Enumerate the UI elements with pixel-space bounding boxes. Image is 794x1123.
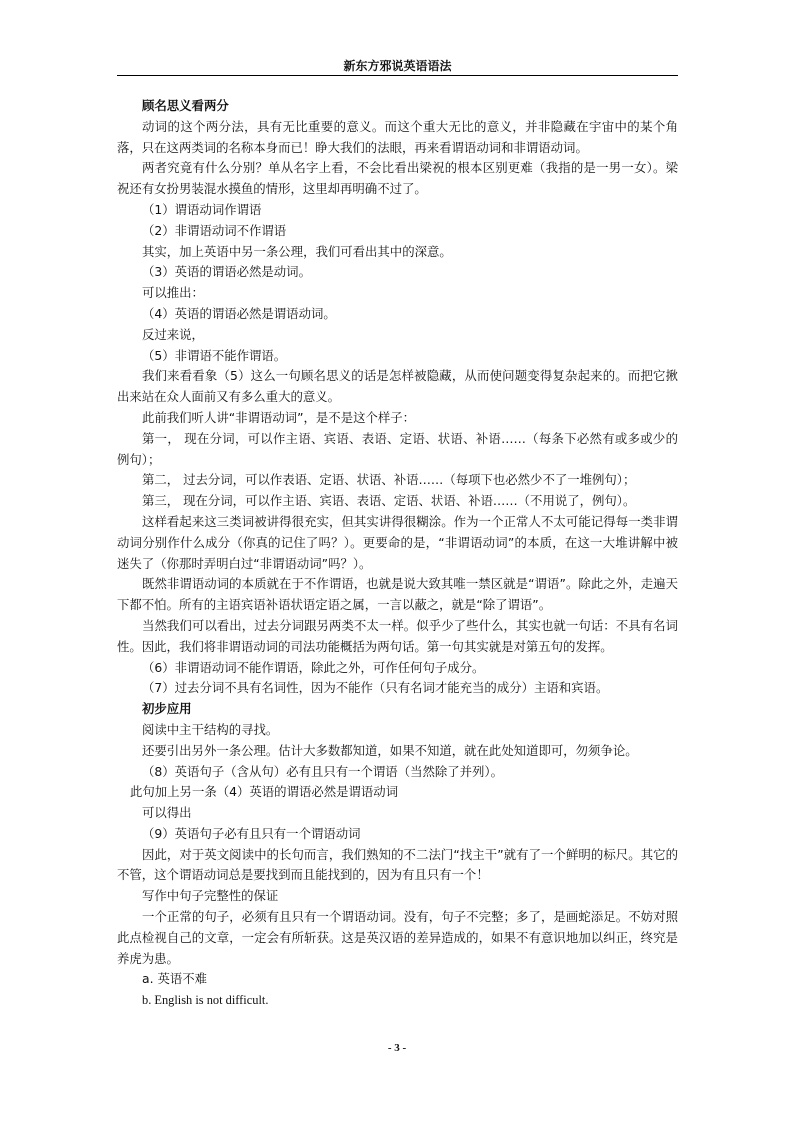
paragraph: 第三， 现在分词，可以作主语、宾语、表语、定语、状语、补语……（不用说了，例句）。: [142, 493, 636, 509]
paragraph: 两者究竟有什么分别？单从名字上看，不会比看出梁祝的根本区别更难（我指的是一男一女）。梁祝还有女扮男装混水摸鱼的情形，这里却再明确不过了。: [117, 160, 678, 197]
paragraph: 阅读中主干结构的寻找。: [142, 721, 279, 737]
paragraph: 当然我们可以看出，过去分词跟另两类不太一样。似乎少了些什么，其实也就一句话：不具有名词性。因此，我们将非谓语动词的司法功能概括为两句话。第一句其实就是对第五句的发挥。: [117, 617, 678, 654]
paragraph: 反过来说，: [142, 326, 204, 342]
page-number: - 3 -: [387, 1042, 407, 1054]
paragraph: （2）非谓语动词不作谓语: [142, 222, 287, 238]
paragraph: （7）过去分词不具有名词性，因为不能作（只有名词才能充当的成分）主语和宾语。: [142, 680, 609, 696]
paragraph: 这样看起来这三类词被讲得很充实，但其实讲得很糊涂。作为一个正常人不太可能记得每一类非谓动词分别作什么成分（你真的记住了吗？）。更要命的是，“非谓语动词”的本质，在这一大堆讲解中被迷失了（你那时弄明白过“非谓语动词”吗？）。: [117, 513, 678, 571]
section-heading: 初步应用: [142, 701, 192, 717]
paragraph: 此句加上另一条（4）英语的谓语必然是谓语动词: [130, 784, 399, 800]
paragraph: 既然非谓语动词的本质就在于不作谓语，也就是说大致其唯一禁区就是“谓语”。除此之外，走遍天下都不怕。所有的主语宾语补语状语定语之属，一言以蔽之，就是“除了谓语”。: [117, 576, 678, 613]
paragraph: （8）英语句子（含从句）必有且只有一个谓语（当然除了并列）。: [142, 763, 504, 779]
paragraph: a. 英语不难: [142, 971, 208, 987]
paragraph: 写作中句子完整性的保证: [142, 888, 279, 904]
paragraph: （6）非谓语动词不能作谓语，除此之外，可作任何句子成分。: [142, 659, 485, 675]
paragraph: （1）谓语动词作谓语: [142, 201, 262, 217]
paragraph: 动词的这个两分法，具有无比重要的意义。而这个重大无比的意义，并非隐藏在宇宙中的某个角落，只在这两类词的名称本身而已！睁大我们的法眼，再来看谓语动词和非谓语动词。: [117, 118, 678, 155]
paragraph: 还要引出另外一条公理。估计大多数都知道，如果不知道，就在此处知道即可，勿须争论。: [142, 742, 638, 758]
paragraph: b. English is not difficult.: [142, 993, 269, 1008]
paragraph: 因此，对于英文阅读中的长句而言，我们熟知的不二法门“找主干”就有了一个鲜明的标尺。其它的不管，这个谓语动词总是要找到而且能找到的，因为有且只有一个！: [117, 846, 678, 883]
paragraph: （9）英语句子必有且只有一个谓语动词: [142, 825, 361, 841]
paragraph: （4）英语的谓语必然是谓语动词。: [142, 305, 336, 321]
header-title: 新东方邪说英语语法: [343, 59, 452, 73]
section-heading: 顾名思义看两分: [142, 98, 229, 113]
paragraph: 可以得出: [142, 805, 192, 821]
paragraph: 此前我们听人讲“非谓语动词”，是不是这个样子：: [142, 409, 416, 425]
paragraph: （5）非谓语不能作谓语。: [142, 347, 287, 363]
paragraph: 我们来看看象（5）这么一句顾名思义的话是怎样被隐藏，从而使问题变得复杂起来的。而把它揪出来站在众人面前又有多么重大的意义。: [117, 368, 678, 405]
page-header: [117, 55, 678, 76]
paragraph: 第二， 过去分词，可以作表语、定语、状语、补语……（每项下也必然少不了一堆例句）；: [142, 472, 636, 488]
paragraph: （3）英语的谓语必然是动词。: [142, 264, 311, 280]
document-body: [117, 96, 678, 1011]
paragraph: 一个正常的句子，必须有且只有一个谓语动词。没有，句子不完整；多了，是画蛇添足。不妨对照此点检视自己的文章，一定会有所斩获。这是英汉语的差异造成的，如果不有意识地加以纠正，终究是养虎为患。: [117, 909, 678, 966]
paragraph: 第一， 现在分词，可以作主语、宾语、表语、定语、状语、补语……（每条下必然有或多或少的例句）；: [117, 430, 678, 467]
paragraph: 其实，加上英语中另一条公理，我们可看出其中的深意。: [142, 243, 452, 259]
paragraph: 可以推出：: [142, 285, 204, 301]
